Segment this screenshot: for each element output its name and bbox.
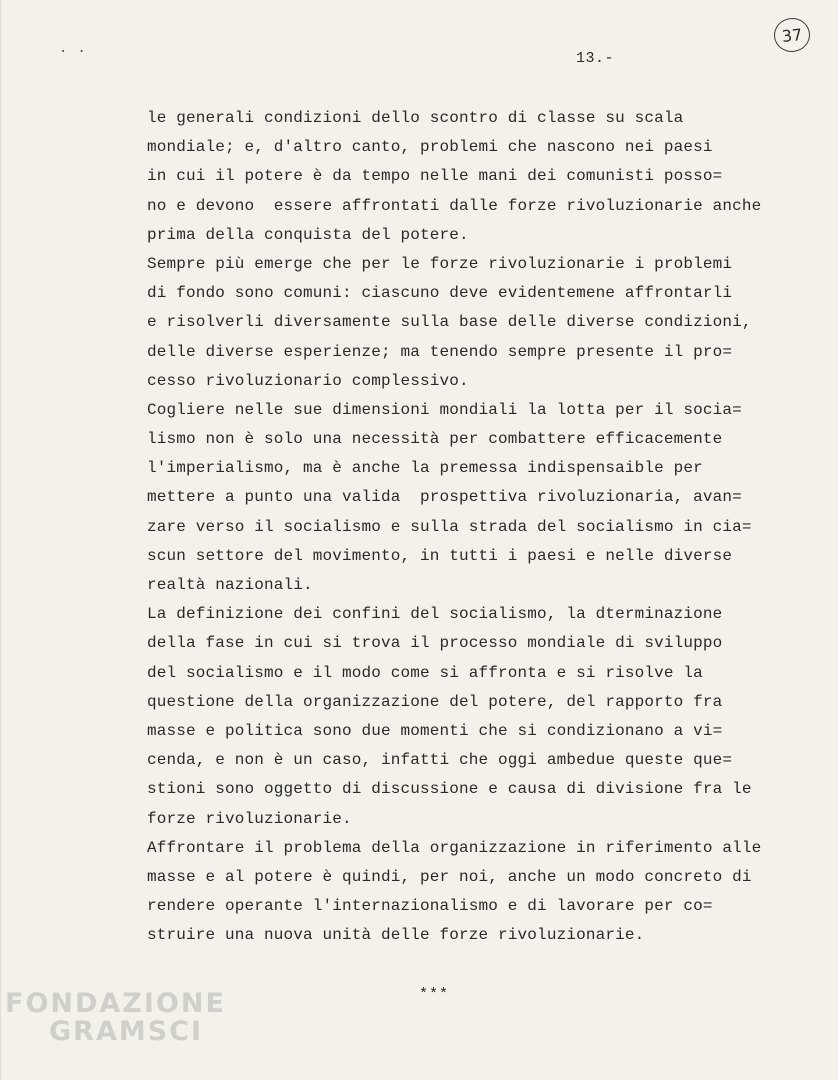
margin-dots: ·· [59, 44, 96, 60]
fondazione-gramsci-watermark [5, 990, 226, 1046]
watermark-line-2: GRAMSCI [49, 1016, 204, 1047]
text-line: zare verso il socialismo e sulla strada del socialismo in cia= [147, 517, 752, 536]
text-line: cenda, e non è un caso, infatti che oggi ambedue queste que= [147, 751, 733, 770]
text-line: del socialismo e il modo come si affronta e si risolve la [147, 663, 703, 682]
text-line: cesso rivoluzionario complessivo. [147, 371, 469, 390]
text-line: realtà nazionali. [147, 576, 313, 594]
text-line: rendere operante l'internazionalismo e di lavorare per co= [147, 897, 713, 916]
section-separator: *** [419, 986, 450, 1003]
text-line: Cogliere nelle sue dimensioni mondiali la lotta per il socia= [147, 400, 742, 419]
text-line: lismo non è solo una necessità per combattere efficacemente [147, 430, 723, 449]
text-line: forze rivoluzionarie. [147, 809, 352, 828]
text-line: Affrontare il problema della organizzazione in riferimento alle [147, 838, 762, 857]
text-line: mondiale; e, d'altro canto, problemi che nascono nei paesi [147, 138, 713, 157]
text-line: La definizione dei confini del socialismo, la dterminazione [147, 605, 723, 624]
archive-number-stamp: 37 [772, 16, 811, 54]
text-line: masse e politica sono due momenti che si condizionano a vi= [147, 721, 723, 740]
page-number: 13.- [576, 50, 615, 67]
text-line: in cui il potere è da tempo nelle mani dei comunisti posso= [147, 167, 723, 186]
text-line: e risolverli diversamente sulla base delle diverse condizioni, [147, 313, 752, 332]
text-line: le generali condizioni dello scontro di classe su scala [147, 109, 684, 127]
text-line: stioni sono oggetto di discussione e causa di divisione fra le [147, 780, 752, 799]
text-line: delle diverse esperienze; ma tenendo sempre presente il pro= [147, 342, 733, 361]
text-line: no e devono essere affrontati dalle forze rivoluzionarie anche [147, 196, 762, 215]
body-text [147, 104, 787, 950]
text-line: prima della conquista del potere. [147, 225, 469, 244]
text-line: questione della organizzazione del potere, del rapporto fra [147, 692, 723, 711]
text-line: l'imperialismo, ma è anche la premessa indispensaible per [147, 459, 703, 478]
text-line: scun settore del movimento, in tutti i paesi e nelle diverse [147, 546, 733, 565]
text-line: della fase in cui si trova il processo mondiale di sviluppo [147, 634, 723, 653]
text-line: di fondo sono comuni: ciascuno deve evidentemene affrontarli [147, 284, 733, 303]
text-line: Sempre più emerge che per le forze rivoluzionarie i problemi [147, 254, 733, 273]
text-line: mettere a punto una valida prospettiva rivoluzionaria, avan= [147, 488, 742, 507]
text-line: struire una nuova unità delle forze rivoluzionarie. [147, 926, 645, 945]
text-line: masse e al potere è quindi, per noi, anche un modo concreto di [147, 867, 752, 886]
watermark-line-1: FONDAZIONE [5, 988, 226, 1019]
